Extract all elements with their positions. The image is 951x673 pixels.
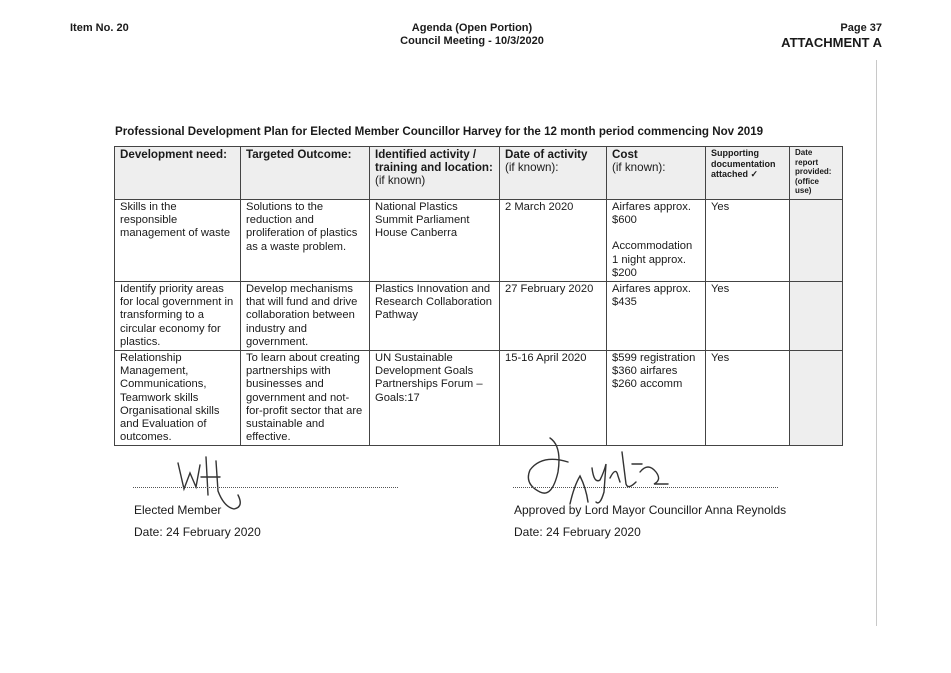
cost-line: Airfares approx. $435 <box>612 283 691 309</box>
cell-identified-activity: UN Sustainable Development Goals Partnerships Forum – Goals:17 <box>370 351 500 446</box>
cell-date-of-activity: 27 February 2020 <box>500 282 607 351</box>
agenda-header <box>372 22 572 48</box>
lord-mayor-date: Date: 24 February 2020 <box>514 525 641 539</box>
header-date-report: Date report provided: (office use) <box>790 147 843 200</box>
cost-line: $599 registration <box>612 352 696 365</box>
cost-line: $360 airfares <box>612 365 678 378</box>
cell-targeted-outcome: Develop mechanisms that will fund and drive collaboration between industry and government. <box>241 282 370 351</box>
lord-mayor-signature-line <box>513 487 778 488</box>
elected-member-date: Date: 24 February 2020 <box>134 525 261 539</box>
elected-member-label: Elected Member <box>134 503 222 517</box>
page-number: Page 37 <box>840 22 882 34</box>
header-identified-activity <box>370 147 500 200</box>
header-date-label: Date of activity <box>505 148 588 161</box>
header-cost-label: Cost <box>612 148 638 161</box>
header-activity-label: Identified activity / training and location: <box>375 148 493 175</box>
header-development-need: Development need: <box>115 147 241 200</box>
header-targeted-outcome: Targeted Outcome: <box>241 147 370 200</box>
header-date-sub: (if known): <box>505 161 559 175</box>
item-number: Item No. 20 <box>70 22 129 34</box>
cell-development-need: Identify priority areas for local government in transforming to a circular economy for plastics. <box>115 282 241 351</box>
cell-date-of-activity: 15-16 April 2020 <box>500 351 607 446</box>
page-header <box>781 22 882 49</box>
cell-cost <box>607 282 706 351</box>
page-edge-line <box>876 60 877 626</box>
cell-date-report <box>790 282 843 351</box>
header-cost <box>607 147 706 200</box>
elected-member-signature-line <box>133 487 398 488</box>
header-cost-sub: (if known): <box>612 161 666 175</box>
agenda-label: Agenda (Open Portion) <box>411 22 533 34</box>
cell-supporting-documentation: Yes <box>706 351 790 446</box>
header-date-of-activity <box>500 147 607 200</box>
table-row <box>115 351 843 446</box>
cost-line: $260 accomm <box>612 378 683 391</box>
cost-line: Accommodation 1 night approx. $200 <box>612 240 693 279</box>
cost-line: Airfares approx. $600 <box>612 201 691 227</box>
cell-identified-activity: National Plastics Summit Parliament House Canberra <box>370 200 500 282</box>
table-header-row <box>115 147 843 200</box>
cell-cost <box>607 200 706 282</box>
development-plan-table <box>114 146 843 446</box>
page-title: Professional Development Plan for Elected Member Councillor Harvey for the 12 month period commencing Nov 2019 <box>115 125 764 138</box>
header-supporting-documentation: Supporting documentation attached ✓ <box>706 147 790 200</box>
cell-date-of-activity: 2 March 2020 <box>500 200 607 282</box>
header-activity-sub: (if known) <box>375 174 426 188</box>
cell-identified-activity: Plastics Innovation and Research Collaboration Pathway <box>370 282 500 351</box>
cell-targeted-outcome: To learn about creating partnerships with businesses and government and not-for-profit sector that are sustainable and effective. <box>241 351 370 446</box>
meeting-label: Council Meeting - 10/3/2020 <box>400 35 544 47</box>
cell-date-report <box>790 351 843 446</box>
cell-development-need: Skills in the responsible management of waste <box>115 200 241 282</box>
cell-supporting-documentation: Yes <box>706 200 790 282</box>
cell-supporting-documentation: Yes <box>706 282 790 351</box>
table-row <box>115 200 843 282</box>
lord-mayor-label: Approved by Lord Mayor Councillor Anna Reynolds <box>514 503 787 517</box>
cell-development-need: Relationship Management, Communications, Teamwork skills Organisational skills and Evaluation of outcomes. <box>115 351 241 446</box>
attachment-label: ATTACHMENT A <box>781 35 882 50</box>
cell-date-report <box>790 200 843 282</box>
cell-targeted-outcome: Solutions to the reduction and proliferation of plastics as a waste problem. <box>241 200 370 282</box>
table-row <box>115 282 843 351</box>
